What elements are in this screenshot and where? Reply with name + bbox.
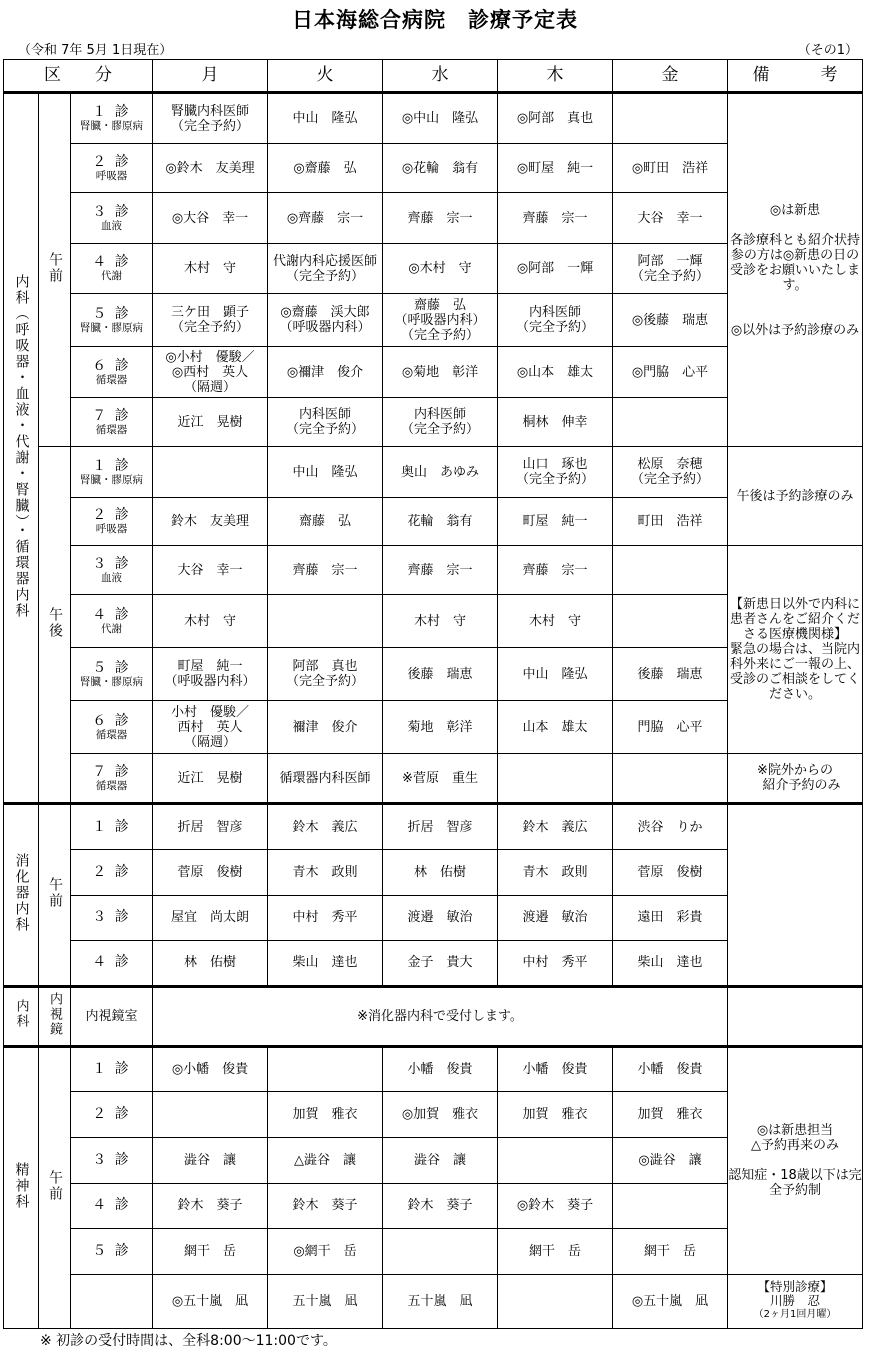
schedule-cell-fri xyxy=(613,398,728,447)
schedule-cell-fri: 網干 岳 xyxy=(613,1228,728,1274)
endoscopy-room: 内視鏡室 xyxy=(71,986,153,1046)
internal-am-row xyxy=(4,93,863,144)
slot-cell xyxy=(71,1274,153,1328)
schedule-cell-mon: 町屋 純一 （呼吸器内科） xyxy=(153,648,268,701)
slot-cell xyxy=(71,1137,153,1183)
slot-specialty: 腎臓・膠原病 xyxy=(80,473,143,486)
slot-number: ４ 診 xyxy=(92,254,131,271)
schedule-cell-fri xyxy=(613,546,728,595)
schedule-cell-wed: 齊藤 宗一 xyxy=(383,546,498,595)
slot-specialty: 血液 xyxy=(101,571,122,584)
notes-text: ◎は新患 各診療科とも紹介状持参の方は◎新患の日の受診をお願いいたします。 ◎以外は予約診療のみ xyxy=(729,202,860,338)
slot-specialty: 腎臓・膠原病 xyxy=(80,120,143,133)
schedule-cell-wed: 林 佑樹 xyxy=(383,850,498,895)
page-number: （その1） xyxy=(797,43,858,58)
period-am: 午前 xyxy=(47,252,63,285)
schedule-cell-fri: 加賀 雅衣 xyxy=(613,1091,728,1137)
schedule-cell-fri: 大谷 幸一 xyxy=(613,193,728,244)
schedule-cell-fri: 門脇 心平 xyxy=(613,701,728,754)
slot-number: ６ 診 xyxy=(92,357,131,374)
slot-number: ７ 診 xyxy=(92,407,131,424)
schedule-cell-tue: 中村 秀平 xyxy=(268,895,383,940)
slot-cell xyxy=(71,754,153,804)
schedule-cell-mon: ◎小村 優駿／ ◎西村 英人 （隔週） xyxy=(153,347,268,398)
slot-number: ２ 診 xyxy=(92,507,131,524)
slot-cell xyxy=(71,498,153,546)
schedule-cell-wed: 鈴木 葵子 xyxy=(383,1183,498,1228)
schedule-cell-thu: 加賀 雅衣 xyxy=(498,1091,613,1137)
slot-specialty: 循環器 xyxy=(95,728,128,741)
schedule-cell-mon: ◎五十嵐 凪 xyxy=(153,1274,268,1328)
schedule-cell-mon: 小村 優駿／ 西村 英人 （隔週） xyxy=(153,701,268,754)
dept-internal: 内科（呼吸器・血液・代謝・腎臓）・循環器内科 xyxy=(13,273,30,619)
schedule-cell-mon: 林 佑樹 xyxy=(153,940,268,986)
schedule-cell-thu: 鈴木 義広 xyxy=(498,804,613,850)
slot-specialty: 代謝 xyxy=(101,622,122,635)
slot-number: ２ 診 xyxy=(92,153,131,170)
notes-text: ◎は新患担当 △予約再来のみ 認知症・18歳以下は完全予約制 xyxy=(728,1123,862,1199)
period-pm: 午後 xyxy=(47,606,63,639)
schedule-cell-fri xyxy=(613,93,728,144)
schedule-cell-fri xyxy=(613,1183,728,1228)
slot-number: １ 診 xyxy=(92,818,131,835)
schedule-cell-tue: 循環器内科医師 xyxy=(268,754,383,804)
psych-row xyxy=(4,1274,863,1328)
schedule-cell-wed xyxy=(383,1228,498,1274)
schedule-cell-mon: ◎鈴木 友美理 xyxy=(153,144,268,193)
schedule-cell-fri: 松原 奈穂 （完全予約） xyxy=(613,447,728,498)
internal-pm-row xyxy=(4,546,863,595)
schedule-cell-thu: 町屋 純一 xyxy=(498,498,613,546)
slot-cell xyxy=(71,347,153,398)
slot-number: ３ 診 xyxy=(92,909,131,926)
schedule-cell-wed: 奥山 あゆみ xyxy=(383,447,498,498)
slot-cell xyxy=(71,1091,153,1137)
endoscopy-row xyxy=(4,986,863,1046)
slot-cell xyxy=(71,144,153,193)
slot-cell xyxy=(71,850,153,895)
schedule-cell-wed: 内科医師 （完全予約） xyxy=(383,398,498,447)
schedule-cell-thu: 青木 政則 xyxy=(498,850,613,895)
header-fri: 金 xyxy=(613,60,728,93)
schedule-cell-tue xyxy=(268,1046,383,1091)
internal-pm-row xyxy=(4,754,863,804)
schedule-cell-mon xyxy=(153,447,268,498)
dept-gastro-cell xyxy=(4,804,39,986)
schedule-cell-tue: ◎齋藤 渓大郎 （呼吸器内科） xyxy=(268,294,383,347)
dept-gastro: 消化器内科 xyxy=(13,853,30,934)
notes-endoscopy xyxy=(728,986,863,1046)
schedule-cell-fri: ◎門脇 心平 xyxy=(613,347,728,398)
schedule-cell-fri: 町田 浩祥 xyxy=(613,498,728,546)
slot-number: ７ 診 xyxy=(92,763,131,780)
schedule-cell-tue: 加賀 雅衣 xyxy=(268,1091,383,1137)
schedule-cell-fri: ◎後藤 瑞恵 xyxy=(613,294,728,347)
schedule-cell-thu xyxy=(498,1274,613,1328)
slot-number: ４ 診 xyxy=(92,606,131,623)
schedule-cell-wed: ※菅原 重生 xyxy=(383,754,498,804)
slot-cell xyxy=(71,1046,153,1091)
header-category: 区 分 xyxy=(4,60,153,93)
dept-psych-cell xyxy=(4,1046,39,1328)
slot-cell xyxy=(71,940,153,986)
slot-specialty: 血液 xyxy=(101,219,122,232)
schedule-cell-mon: 折居 智彦 xyxy=(153,804,268,850)
notes-gastro xyxy=(728,804,863,986)
schedule-cell-fri: ◎五十嵐 凪 xyxy=(613,1274,728,1328)
period-am-psych: 午前 xyxy=(47,1169,63,1202)
schedule-cell-thu: 網干 岳 xyxy=(498,1228,613,1274)
schedule-cell-fri: 後藤 瑞恵 xyxy=(613,648,728,701)
slot-specialty: 循環器 xyxy=(95,373,128,386)
schedule-cell-mon: ◎大谷 幸一 xyxy=(153,193,268,244)
dept-endoscopy-b: 内視鏡 xyxy=(47,991,62,1037)
schedule-cell-fri xyxy=(613,754,728,804)
schedule-cell-wed: 小幡 俊貴 xyxy=(383,1046,498,1091)
schedule-cell-thu: ◎山本 雄太 xyxy=(498,347,613,398)
schedule-cell-tue: 鈴木 葵子 xyxy=(268,1183,383,1228)
slot-number: １ 診 xyxy=(92,104,131,121)
schedule-cell-mon: 菅原 俊樹 xyxy=(153,850,268,895)
schedule-cell-wed: 金子 貴大 xyxy=(383,940,498,986)
slot-number: ５ 診 xyxy=(92,659,131,676)
schedule-cell-tue: ◎網干 岳 xyxy=(268,1228,383,1274)
schedule-cell-fri: 小幡 俊貴 xyxy=(613,1046,728,1091)
schedule-cell-wed: ◎加賀 雅衣 xyxy=(383,1091,498,1137)
slot-specialty: 腎臓・膠原病 xyxy=(80,675,143,688)
schedule-cell-tue: 齊藤 宗一 xyxy=(268,546,383,595)
schedule-cell-thu: 内科医師 （完全予約） xyxy=(498,294,613,347)
schedule-cell-mon: 腎臓内科医師 （完全予約） xyxy=(153,93,268,144)
footer-note: ※ 初診の受付時間は、全科8:00～11:00です。 xyxy=(40,1333,337,1349)
slot-cell xyxy=(71,294,153,347)
slot-cell xyxy=(71,895,153,940)
schedule-cell-thu xyxy=(498,1137,613,1183)
header-mon: 月 xyxy=(153,60,268,93)
schedule-cell-tue: △澁谷 讓 xyxy=(268,1137,383,1183)
slot-cell xyxy=(71,1183,153,1228)
schedule-cell-tue: 代謝内科応援医師 （完全予約） xyxy=(268,244,383,294)
internal-pm-row xyxy=(4,447,863,498)
slot-specialty: 呼吸器 xyxy=(95,523,128,536)
slot-specialty: 呼吸器 xyxy=(95,169,128,182)
dept-endoscopy-a: 内科 xyxy=(13,999,29,1030)
schedule-body xyxy=(4,60,863,1329)
schedule-cell-thu: ◎阿部 真也 xyxy=(498,93,613,144)
schedule-cell-tue: ◎齊藤 宗一 xyxy=(268,193,383,244)
notes-internal-am xyxy=(728,93,863,447)
schedule-cell-tue xyxy=(268,595,383,648)
schedule-cell-mon: 鈴木 友美理 xyxy=(153,498,268,546)
schedule-cell-wed: 後藤 瑞恵 xyxy=(383,648,498,701)
slot-cell xyxy=(71,193,153,244)
period-am-gastro: 午前 xyxy=(47,877,63,910)
schedule-cell-mon: 網干 岳 xyxy=(153,1228,268,1274)
schedule-cell-mon: 屋宜 尚太朗 xyxy=(153,895,268,940)
slot-cell xyxy=(71,648,153,701)
schedule-cell-thu: 齊藤 宗一 xyxy=(498,193,613,244)
slot-number: ３ 診 xyxy=(92,555,131,572)
notes-internal-pm3 xyxy=(728,754,863,804)
special-note: （2ヶ月1回月曜） xyxy=(753,1309,837,1321)
period-am-psych-cell xyxy=(39,1046,71,1328)
notes-text: 午後は予約診療のみ xyxy=(736,488,854,504)
dept-endoscopy-a-cell xyxy=(4,986,39,1046)
schedule-cell-tue: 中山 隆弘 xyxy=(268,93,383,144)
slot-cell xyxy=(71,244,153,294)
header-notes: 備 考 xyxy=(728,60,863,93)
slot-cell xyxy=(71,93,153,144)
schedule-cell-fri xyxy=(613,595,728,648)
schedule-cell-wed: 折居 智彦 xyxy=(383,804,498,850)
schedule-cell-tue: 内科医師 （完全予約） xyxy=(268,398,383,447)
period-am-gastro-cell xyxy=(39,804,71,986)
schedule-cell-fri: 渋谷 りか xyxy=(613,804,728,850)
slot-number: ５ 診 xyxy=(92,305,131,322)
schedule-cell-tue: 阿部 真也 （完全予約） xyxy=(268,648,383,701)
slot-cell xyxy=(71,1228,153,1274)
schedule-cell-tue: 禰津 俊介 xyxy=(268,701,383,754)
schedule-cell-fri: ◎澁谷 讓 xyxy=(613,1137,728,1183)
schedule-cell-wed: 渡邉 敏治 xyxy=(383,895,498,940)
schedule-cell-tue: 五十嵐 凪 xyxy=(268,1274,383,1328)
dept-psych: 精神科 xyxy=(13,1161,30,1210)
schedule-cell-wed: 木村 守 xyxy=(383,595,498,648)
period-am-cell xyxy=(39,93,71,447)
slot-specialty: 代謝 xyxy=(101,270,122,283)
schedule-cell-wed: 花輪 翁有 xyxy=(383,498,498,546)
schedule-cell-wed: 澁谷 讓 xyxy=(383,1137,498,1183)
slot-specialty: 循環器 xyxy=(95,423,128,436)
schedule-table xyxy=(3,59,863,1329)
schedule-cell-mon: 鈴木 葵子 xyxy=(153,1183,268,1228)
schedule-cell-mon: ◎小幡 俊貴 xyxy=(153,1046,268,1091)
schedule-cell-wed: ◎木村 守 xyxy=(383,244,498,294)
slot-specialty: 循環器 xyxy=(95,779,128,792)
header-thu: 木 xyxy=(498,60,613,93)
header-row xyxy=(4,60,863,93)
header-wed: 水 xyxy=(383,60,498,93)
schedule-cell-thu: ◎阿部 一輝 xyxy=(498,244,613,294)
slot-number: １ 診 xyxy=(92,457,131,474)
schedule-cell-mon: 近江 晃樹 xyxy=(153,398,268,447)
schedule-cell-thu: ◎鈴木 葵子 xyxy=(498,1183,613,1228)
schedule-cell-mon: 大谷 幸一 xyxy=(153,546,268,595)
schedule-cell-thu: 渡邉 敏治 xyxy=(498,895,613,940)
slot-specialty: 腎臓・膠原病 xyxy=(80,321,143,334)
slot-number: ２ 診 xyxy=(92,864,131,880)
period-pm-cell xyxy=(39,447,71,804)
schedule-cell-fri: 柴山 達也 xyxy=(613,940,728,986)
schedule-cell-fri: 遠田 彩貴 xyxy=(613,895,728,940)
slot-cell xyxy=(71,595,153,648)
schedule-cell-wed: 齊藤 宗一 xyxy=(383,193,498,244)
endoscopy-text: ※消化器内科で受付します。 xyxy=(153,986,728,1046)
page-title: 日本海総合病院 診療予定表 xyxy=(292,8,578,32)
schedule-cell-mon xyxy=(153,1091,268,1137)
notes-internal-pm1 xyxy=(728,447,863,546)
slot-cell xyxy=(71,804,153,850)
schedule-cell-tue: ◎齋藤 弘 xyxy=(268,144,383,193)
slot-cell xyxy=(71,701,153,754)
schedule-cell-thu xyxy=(498,754,613,804)
slot-number: ６ 診 xyxy=(92,712,131,729)
schedule-cell-fri: 菅原 俊樹 xyxy=(613,850,728,895)
psych-row xyxy=(4,1046,863,1091)
schedule-cell-wed: ◎菊地 彰洋 xyxy=(383,347,498,398)
schedule-cell-thu: 中村 秀平 xyxy=(498,940,613,986)
schedule-cell-thu: 中山 隆弘 xyxy=(498,648,613,701)
schedule-cell-mon: 澁谷 讓 xyxy=(153,1137,268,1183)
schedule-cell-thu: 山本 雄太 xyxy=(498,701,613,754)
special-name: 川勝 忍 xyxy=(769,1293,820,1309)
special-title: 【特別診療】 xyxy=(757,1279,833,1295)
schedule-cell-wed: 菊地 彰洋 xyxy=(383,701,498,754)
dept-endoscopy-b-cell xyxy=(39,986,71,1046)
schedule-cell-wed: ◎花輪 翁有 xyxy=(383,144,498,193)
schedule-cell-wed: 五十嵐 凪 xyxy=(383,1274,498,1328)
schedule-cell-fri: ◎町田 浩祥 xyxy=(613,144,728,193)
header-tue: 火 xyxy=(268,60,383,93)
schedule-cell-thu: 小幡 俊貴 xyxy=(498,1046,613,1091)
notes-special xyxy=(728,1274,863,1328)
notes-internal-pm2 xyxy=(728,546,863,754)
slot-number: １ 診 xyxy=(92,1060,131,1077)
schedule-cell-tue: 中山 隆弘 xyxy=(268,447,383,498)
slot-number: ２ 診 xyxy=(92,1105,131,1122)
schedule-cell-thu: 山口 琢也 （完全予約） xyxy=(498,447,613,498)
schedule-cell-tue: 青木 政則 xyxy=(268,850,383,895)
schedule-cell-thu: 齊藤 宗一 xyxy=(498,546,613,595)
notes-psych xyxy=(728,1046,863,1274)
notes-text: ※院外からの 紹介予約のみ xyxy=(757,763,841,794)
notes-text: 【新患日以外で内科に患者さんをご紹介くださる医療機関様】 緊急の場合は、当院内科外来にご一報の上、受診のご相談をしてください。 xyxy=(729,597,860,703)
as-of-date: （令和 7年 5月 1日現在） xyxy=(18,43,173,58)
schedule-cell-thu: 木村 守 xyxy=(498,595,613,648)
schedule-cell-tue: 柴山 達也 xyxy=(268,940,383,986)
slot-number: ３ 診 xyxy=(92,1151,131,1168)
schedule-cell-wed: 齋藤 弘 （呼吸器内科） （完全予約） xyxy=(383,294,498,347)
schedule-cell-tue: 齋藤 弘 xyxy=(268,498,383,546)
slot-number: ４ 診 xyxy=(92,954,131,971)
schedule-cell-tue: ◎禰津 俊介 xyxy=(268,347,383,398)
schedule-cell-thu: 桐林 伸幸 xyxy=(498,398,613,447)
schedule-cell-mon: 近江 晃樹 xyxy=(153,754,268,804)
slot-cell xyxy=(71,398,153,447)
slot-number: ４ 診 xyxy=(92,1197,131,1214)
schedule-cell-mon: 木村 守 xyxy=(153,595,268,648)
gastro-row xyxy=(4,804,863,850)
slot-cell xyxy=(71,546,153,595)
slot-number: ３ 診 xyxy=(92,203,131,220)
schedule-cell-tue: 鈴木 義広 xyxy=(268,804,383,850)
slot-cell xyxy=(71,447,153,498)
schedule-cell-mon: 木村 守 xyxy=(153,244,268,294)
schedule-cell-thu: ◎町屋 純一 xyxy=(498,144,613,193)
dept-internal-cell xyxy=(4,93,39,804)
slot-number: ５ 診 xyxy=(92,1242,131,1259)
schedule-cell-wed: ◎中山 隆弘 xyxy=(383,93,498,144)
schedule-cell-fri: 阿部 一輝 （完全予約） xyxy=(613,244,728,294)
schedule-cell-mon: 三ケ田 顕子 （完全予約） xyxy=(153,294,268,347)
